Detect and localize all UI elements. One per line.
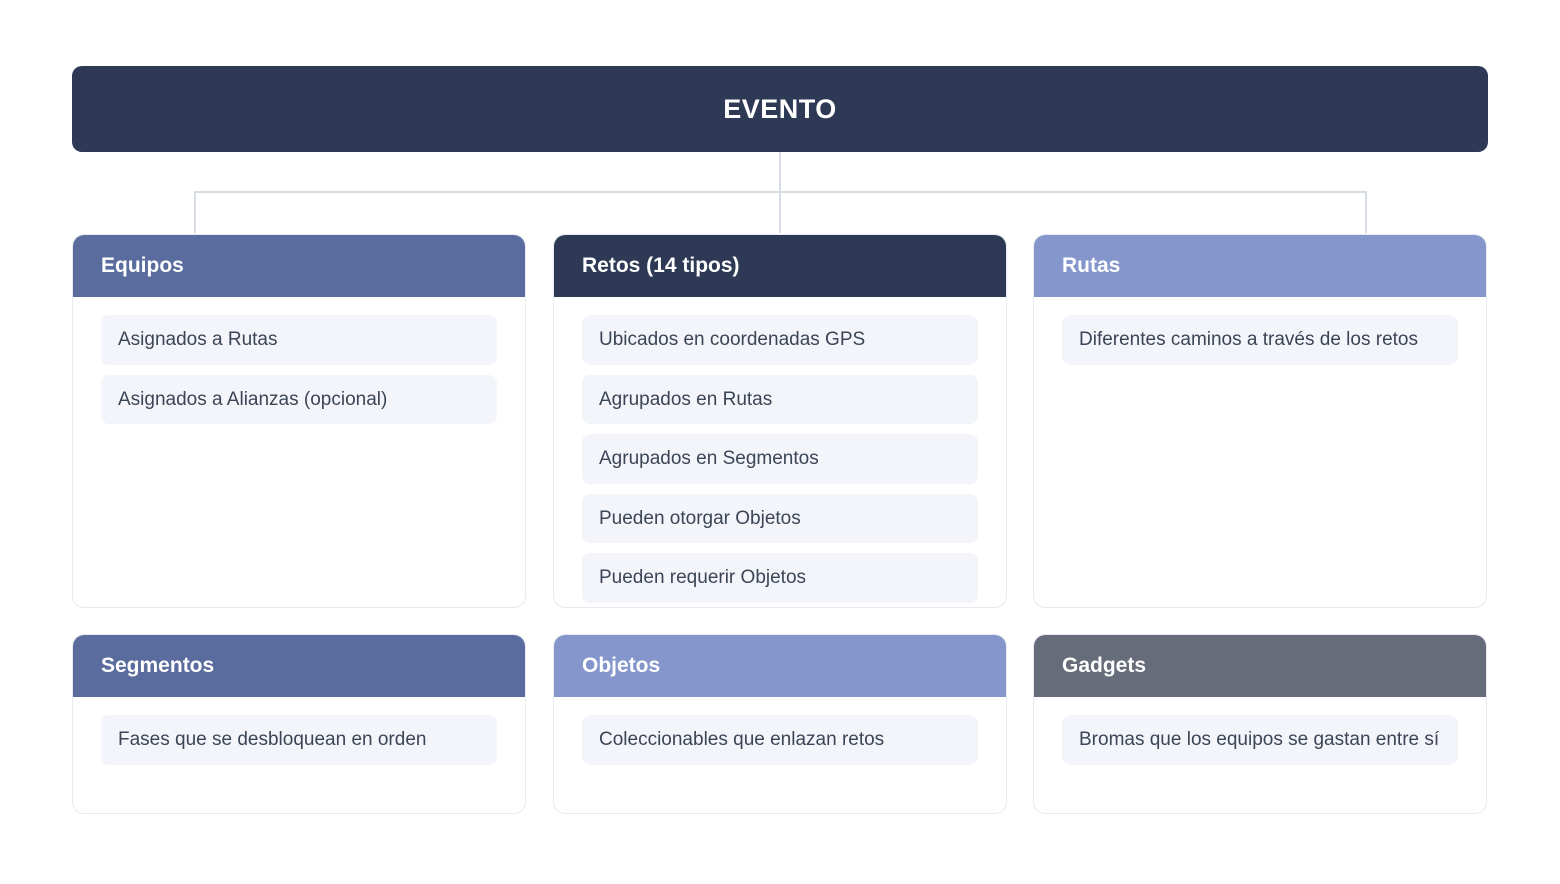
connector-root-trunk bbox=[779, 152, 781, 192]
card-equipos-header bbox=[73, 235, 525, 297]
node-evento[interactable] bbox=[72, 66, 1488, 152]
card-retos-body bbox=[554, 297, 1006, 608]
card-objetos-title: Objetos bbox=[582, 654, 661, 677]
connector-drop-retos bbox=[779, 191, 781, 233]
list-item: Asignados a Rutas bbox=[101, 315, 497, 365]
card-retos[interactable] bbox=[553, 234, 1007, 608]
list-item: Fases que se desbloquean en orden bbox=[101, 715, 497, 765]
connector-drop-equipos bbox=[194, 191, 196, 233]
connector-drop-rutas bbox=[1365, 191, 1367, 233]
card-segmentos-body bbox=[73, 697, 525, 787]
list-item: Agrupados en Segmentos bbox=[582, 434, 978, 484]
card-gadgets[interactable] bbox=[1033, 634, 1487, 814]
card-rutas[interactable] bbox=[1033, 234, 1487, 608]
card-gadgets-header bbox=[1034, 635, 1486, 697]
card-gadgets-body bbox=[1034, 697, 1486, 787]
card-rutas-body bbox=[1034, 297, 1486, 387]
card-retos-title: Retos (14 tipos) bbox=[582, 254, 740, 277]
card-equipos-body bbox=[73, 297, 525, 446]
list-item: Ubicados en coordenadas GPS bbox=[582, 315, 978, 365]
list-item: Coleccionables que enlazan retos bbox=[582, 715, 978, 765]
card-objetos[interactable] bbox=[553, 634, 1007, 814]
list-item: Agrupados en Rutas bbox=[582, 375, 978, 425]
card-segmentos-title: Segmentos bbox=[101, 654, 215, 677]
card-segmentos-header bbox=[73, 635, 525, 697]
list-item: Asignados a Alianzas (opcional) bbox=[101, 375, 497, 425]
card-gadgets-title: Gadgets bbox=[1062, 654, 1147, 677]
card-objetos-header bbox=[554, 635, 1006, 697]
list-item: Pueden otorgar Objetos bbox=[582, 494, 978, 544]
node-evento-title: EVENTO bbox=[723, 93, 837, 124]
card-equipos-title: Equipos bbox=[101, 254, 184, 277]
card-rutas-header bbox=[1034, 235, 1486, 297]
list-item: Pueden requerir Objetos bbox=[582, 553, 978, 603]
card-retos-header bbox=[554, 235, 1006, 297]
card-segmentos[interactable] bbox=[72, 634, 526, 814]
card-rutas-title: Rutas bbox=[1062, 254, 1121, 277]
card-equipos[interactable] bbox=[72, 234, 526, 608]
card-objetos-body bbox=[554, 697, 1006, 787]
list-item: Bromas que los equipos se gastan entre sí bbox=[1062, 715, 1458, 765]
list-item: Diferentes caminos a través de los retos bbox=[1062, 315, 1458, 365]
